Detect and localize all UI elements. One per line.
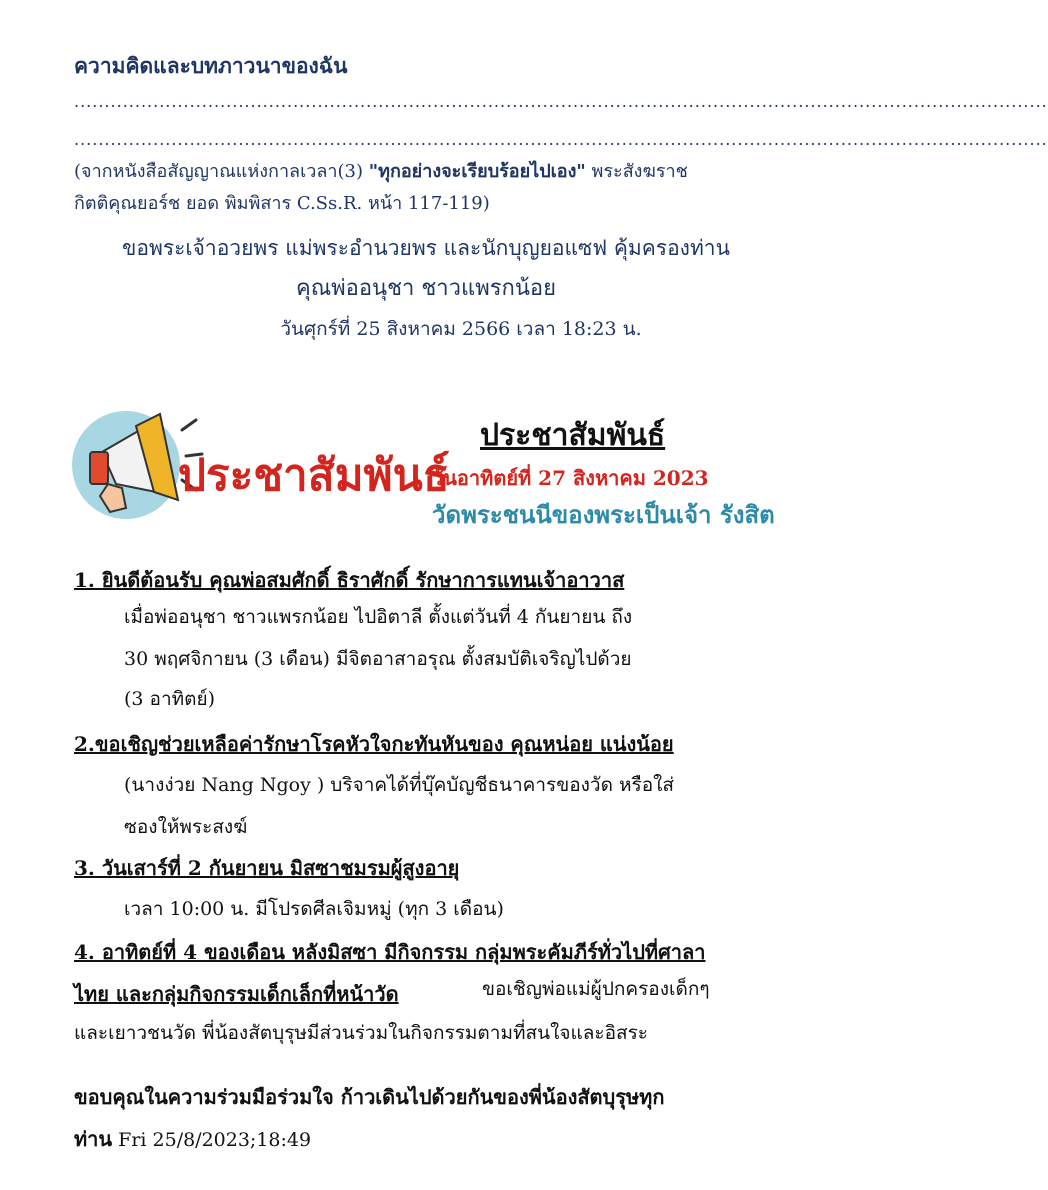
dotted-line: ................................................................................................................................................................ <box>74 92 1048 111</box>
item-1-line: (3 อาทิตย์) <box>124 688 216 710</box>
closing-signature <box>74 1122 311 1158</box>
item-2-heading: 2.ขอเชิญช่วยเหลือค่ารักษาโรคหัวใจกะทันหันของ คุณหน่อย แน่งน้อย <box>74 732 674 756</box>
item-4-heading-cont: ไทย และกลุ่มกิจกรรมเด็กเล็กที่หน้าวัด <box>74 982 399 1006</box>
item-4-inline: ขอเชิญพ่อแม่ผู้ปกครองเด็กๆ <box>482 978 710 1000</box>
author: คุณพ่ออนุชา ชาวแพรกน้อย <box>296 276 556 301</box>
source-prefix: (จากหนังสือสัญญาณแห่งกาลเวลา(3) <box>74 161 369 182</box>
datetime: วันศุกร์ที่ 25 สิงหาคม 2566 เวลา 18:23 น. <box>280 318 642 340</box>
source-book-title: "ทุกอย่างจะเรียบร้อยไปเอง" <box>368 161 586 182</box>
closing-word: ท่าน <box>74 1127 113 1151</box>
closing-timestamp: Fri 25/8/2023;18:49 <box>112 1129 312 1151</box>
parish-name: วัดพระชนนีของพระเป็นเจ้า รังสิต <box>432 500 775 529</box>
dotted-line: ................................................................................................................................................................ <box>74 130 1048 149</box>
blessing: ขอพระเจ้าอวยพร แม่พระอำนวยพร และนักบุญยอแซฟ คุ้มครองท่าน <box>122 236 730 260</box>
announcement-heading: ประชาสัมพันธ์ <box>480 418 666 453</box>
closing-line: ขอบคุณในความร่วมมือร่วมใจ ก้าวเดินไปด้วยกันของพี่น้องสัตบุรุษทุก <box>74 1085 665 1109</box>
item-1-line: 30 พฤศจิกายน (3 เดือน) มีจิตอาสาอรุณ ตั้งสมบัติเจริญไปด้วย <box>124 648 632 670</box>
item-2-line: (นางง่วย Nang Ngoy ) บริจาคได้ที่บุ๊คบัญชีธนาคารของวัด หรือใส่ <box>124 774 674 796</box>
source-suffix: พระสังฆราช <box>585 161 688 182</box>
source-line2: กิตติคุณยอร์ช ยอด พิมพิสาร C.Ss.R. หน้า 117-119) <box>74 193 490 214</box>
item-2-line: ซองให้พระสงฆ์ <box>124 816 248 838</box>
item-3-line: เวลา 10:00 น. มีโปรดศีลเจิมหมู่ (ทุก 3 เดือน) <box>124 898 504 920</box>
logo-wordmark: ประชาสัมพันธ์ <box>178 450 450 501</box>
item-4-line: และเยาวชนวัด พี่น้องสัตบุรุษมีส่วนร่วมในกิจกรรมตามที่สนใจและอิสระ <box>74 1022 648 1044</box>
page-title: ความคิดและบทภาวนาของฉัน <box>74 53 348 78</box>
source-citation <box>74 156 784 220</box>
item-3-heading: 3. วันเสาร์ที่ 2 กันยายน มิสซาชมรมผู้สูงอายุ <box>74 856 460 880</box>
announcement-date: วันอาทิตย์ที่ 27 สิงหาคม 2023 <box>432 466 709 490</box>
item-1-heading: 1. ยินดีต้อนรับ คุณพ่อสมศักดิ์ ธิราศักดิ์ รักษาการแทนเจ้าอาวาส <box>74 568 625 592</box>
item-1-line: เมื่อพ่ออนุชา ชาวแพรกน้อย ไปอิตาลี ตั้งแต่วันที่ 4 กันยายน ถึง <box>124 606 633 628</box>
item-4-heading: 4. อาทิตย์ที่ 4 ของเดือน หลังมิสซา มีกิจกรรม กลุ่มพระคัมภีร์ทั่วไปที่ศาลา <box>74 940 706 964</box>
